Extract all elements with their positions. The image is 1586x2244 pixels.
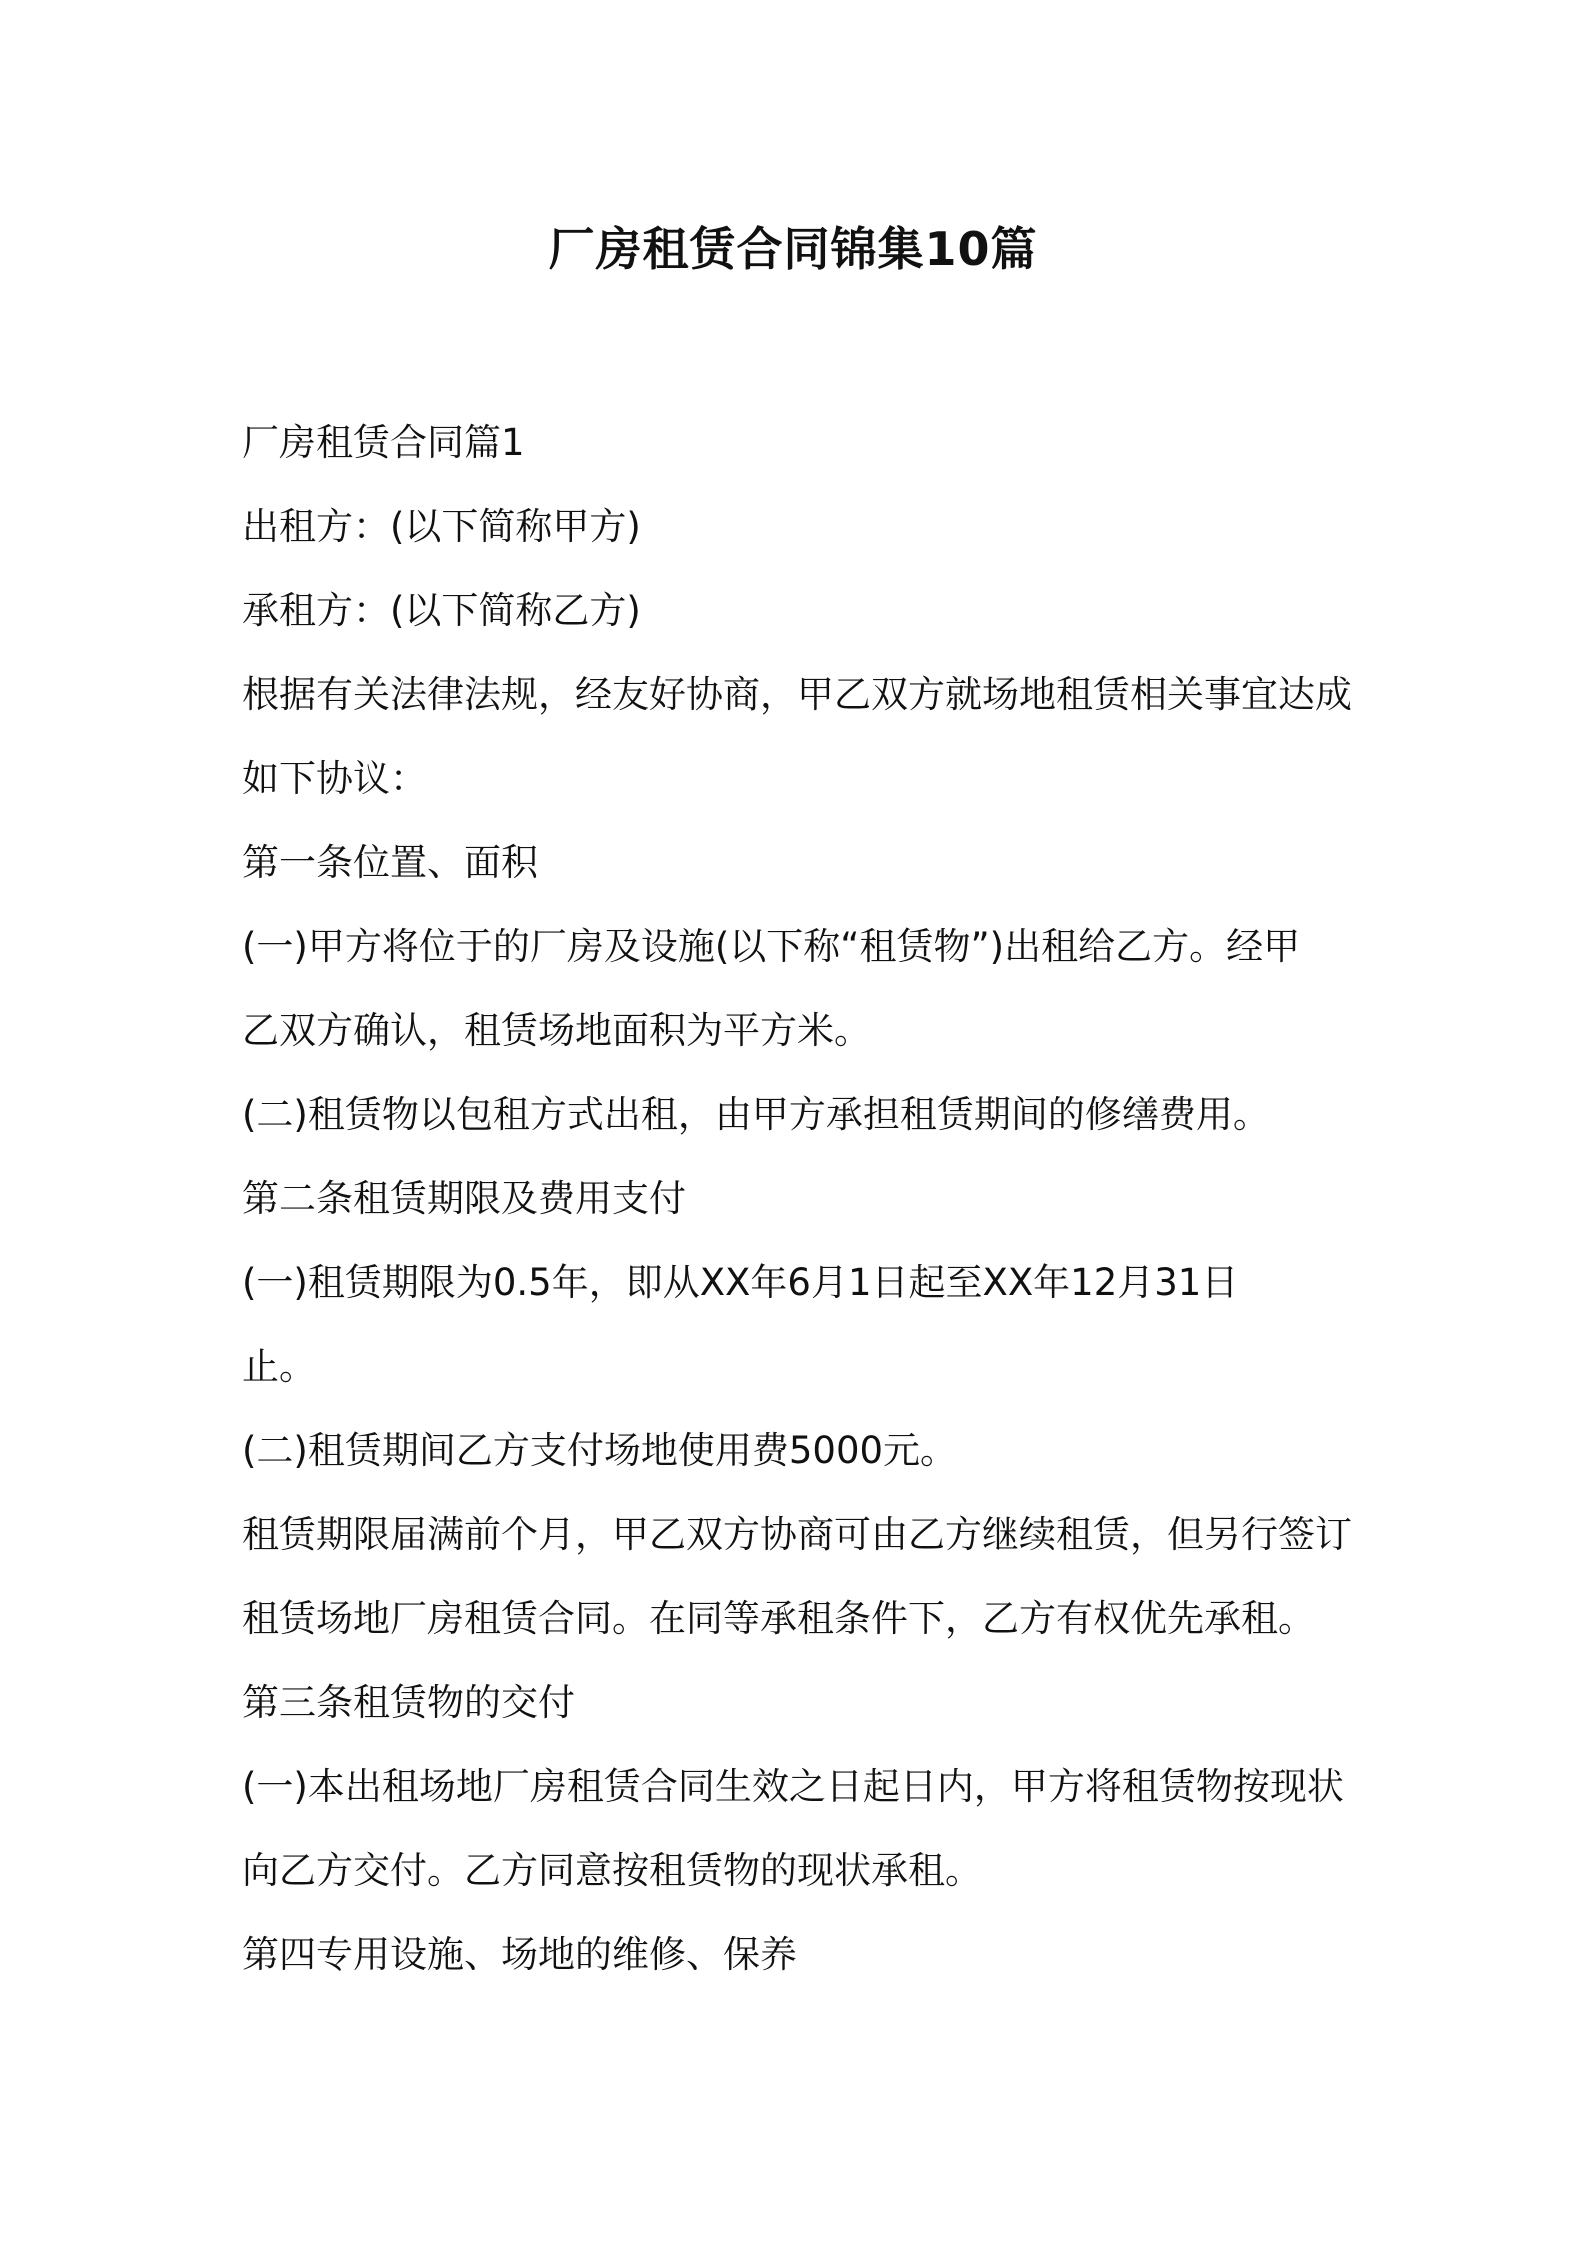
article-heading: 第一条位置、面积 (242, 841, 538, 884)
paragraph-line: (二)租赁期间乙方支付场地使用费5000元。 (242, 1429, 958, 1472)
paragraph-line: 租赁场地厂房租赁合同。在同等承租条件下，乙方有权优先承租。 (242, 1597, 1315, 1640)
paragraph-line: 根据有关法律法规，经友好协商，甲乙双方就场地租赁相关事宜达成 (242, 673, 1352, 716)
document-title: 厂房租赁合同锦集10篇 (548, 222, 1038, 276)
paragraph-line: 租赁期限届满前个月，甲乙双方协商可由乙方继续租赁，但另行签订 (242, 1513, 1352, 1556)
paragraph-line: 向乙方交付。乙方同意按租赁物的现状承租。 (242, 1849, 982, 1892)
heading-section-1: 厂房租赁合同篇1 (242, 421, 525, 464)
article-heading: 第四专用设施、场地的维修、保养 (242, 1933, 797, 1976)
paragraph-line: 如下协议： (242, 757, 427, 800)
paragraph-line: (一)甲方将位于的厂房及设施(以下称“租赁物”)出租给乙方。经甲 (242, 925, 1301, 968)
article-heading: 第二条租赁期限及费用支付 (242, 1177, 686, 1220)
paragraph-line: (一)租赁期限为0.5年，即从XX年6月1日起至XX年12月31日 (242, 1261, 1239, 1304)
lessee-line: 承租方：(以下简称乙方) (242, 589, 641, 632)
article-heading: 第三条租赁物的交付 (242, 1681, 575, 1724)
document-body (242, 401, 1362, 1997)
paragraph-line: 乙双方确认，租赁场地面积为平方米。 (242, 1009, 871, 1052)
paragraph-line: (二)租赁物以包租方式出租，由甲方承担租赁期间的修缮费用。 (242, 1093, 1270, 1136)
paragraph-line: 止。 (242, 1345, 316, 1388)
lessor-line: 出租方：(以下简称甲方) (242, 505, 641, 548)
paragraph-line: (一)本出租场地厂房租赁合同生效之日起日内，甲方将租赁物按现状 (242, 1765, 1344, 1808)
